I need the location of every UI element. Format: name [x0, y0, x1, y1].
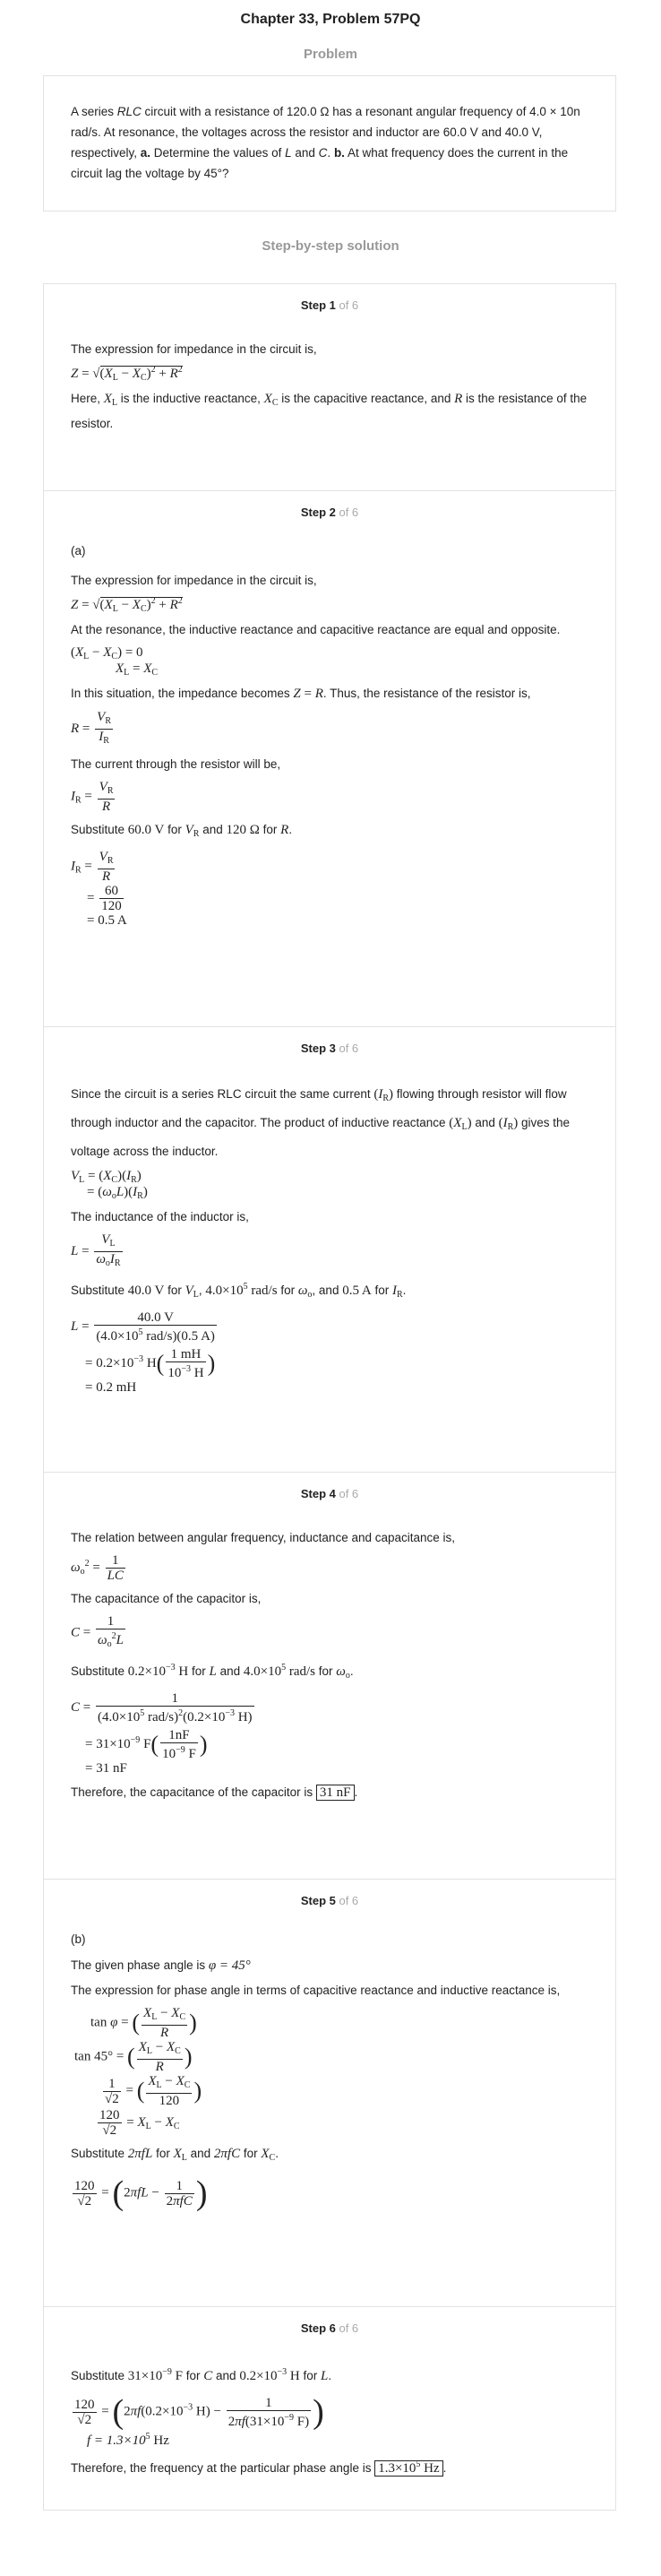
- step-text: Substitute $31\times 10^{-9}$ F for C and $0.2\times 10^{-3}$ H for L.: [71, 2367, 332, 2383]
- step-text: The given phase angle is φ = 45°: [71, 1958, 251, 1973]
- problem-card: [43, 75, 616, 212]
- current-equation: $I_R$ = $\frac{V_R}{R}$: [71, 780, 114, 814]
- part-label: (a): [71, 544, 86, 558]
- step-text: Therefore, the capacitance of the capacitor is 31 nF .: [71, 1785, 358, 1800]
- voltage-equation: $V_L = (X_C)(I_R)$ = $(\omega_oL)(I_R)$: [71, 1169, 148, 1201]
- capacitance-equation: C = $\frac{1}{\omega_o^2L}$: [71, 1614, 588, 1652]
- step-text: Therefore, the frequency at the particular phase angle is $1.3\times 10^5$ Hz .: [71, 2459, 447, 2476]
- problem-text: A series RLC circuit with a resistance of 120.0 Ω has a resonant angular frequency of 4.0 × 10n rad/s. At resonance, the voltages across the resistor and inductor are 60.0 V and 40.0 V, respectively, a. Determine the values of L and C. b. At what frequency does the current in the circuit lag the voltage by 45°?: [71, 105, 580, 180]
- step-header: Step 2 of 6: [300, 506, 359, 519]
- step-1: [43, 283, 616, 491]
- answer-box: 31 nF: [316, 1785, 355, 1801]
- step-3: [43, 1026, 616, 1473]
- step-text: At the resonance, the inductive reactance and capacitive reactance are equal and opposite.: [71, 623, 561, 636]
- step-text: The relation between angular frequency, inductance and capacitance is,: [71, 1531, 456, 1544]
- current-calculation: $I_R$ = $\frac{V_R}{R}$ = $\frac{60}{120}$ = 0.5 A: [71, 850, 127, 928]
- step-text: In this situation, the impedance becomes Z = R. Thus, the resistance of the resistor is,: [71, 687, 531, 701]
- solution-heading: Step-by-step solution: [262, 238, 399, 254]
- step-header: Step 3 of 6: [300, 1042, 359, 1055]
- step-6: [43, 2306, 616, 2511]
- resonance-equation: $(X_L - X_C) = 0$ $X_L = X_C$: [71, 645, 159, 678]
- step-text: Here, $X_L$ is the inductive reactance, $X_C$ is the capacitive reactance, and R is the resistance of the resistor.: [71, 392, 588, 430]
- part-label: (b): [71, 1932, 86, 1946]
- impedance-equation: $Z = √(X_L - X_C)^2 + R^2$: [71, 365, 183, 383]
- step-text: Substitute 2πfL for $X_L$ and 2πfC for $X_C$.: [71, 2147, 279, 2163]
- step-header: Step 5 of 6: [300, 1894, 359, 1907]
- problem-heading: Problem: [303, 47, 357, 62]
- step-text: The capacitance of the capacitor is,: [71, 1592, 262, 1605]
- step-2: [43, 490, 616, 1027]
- answer-box: $1.3\times 10^5$ Hz: [374, 2460, 442, 2477]
- frequency-equation: $\frac{120}{√2}$ = (2πfL − $\frac{1}{\text{2πfC}}$ ): [74, 2174, 208, 2212]
- step-text: Since the circuit is a series RLC circuit the same current $(I_R)$ flowing through resistor will flow through inductor and the capacitor. The product of inductive reactance $(X_L)$ and $(I_R)$ gives the voltage across the inductor.: [71, 1087, 571, 1158]
- capacitance-calculation: C = $\frac{1}{(4.0\times 10^5 rad/s)^2(0.2\times 10^{-3} H)}$ = $31\times 10^{-9}$ F( $\frac{1nF}{10^{-9} F}$ ) = 31 nF: [71, 1691, 253, 1776]
- step-text: The current through the resistor will be,: [71, 757, 281, 771]
- step-header: Step 6 of 6: [300, 2321, 359, 2335]
- step-text: Substitute 40.0 V for $V_L$, $4.0\times 10^5$ rad/s for $\omega_o$, and 0.5 A for $I_R$.: [71, 1282, 407, 1300]
- step-header: Step 1 of 6: [300, 298, 359, 312]
- step-5: [43, 1879, 616, 2307]
- step-4: [43, 1472, 616, 1880]
- impedance-equation: $Z = √(X_L - X_C)^2 + R^2$: [71, 596, 183, 614]
- frequency-calculation: $\frac{120}{√2}$ = ($2\pi f(0.2\times 10^{-3}$ H) − $\frac{1}{2\pi f(31\times 10^{-9} F)}$ ) $f = 1.3\times 10^5$ Hz: [74, 2393, 324, 2448]
- resistance-equation: R = $\frac{V_R}{I_R}$: [71, 710, 588, 748]
- inductance-calculation: L = $\frac{40.0 V}{(4.0\times 10^5 rad/s)(0.5 A)}$ = $0.2\times 10^{-3}$ H( $\frac{1 mH}{10^{-3} H}$ ) = 0.2 mH: [71, 1310, 216, 1395]
- step-text: The expression for phase angle in terms of capacitive reactance and inductive reactance is,: [71, 1984, 561, 1997]
- step-text: Substitute $0.2\times 10^{-3}$ H for L and $4.0\times 10^5$ rad/s for $\omega_o$.: [71, 1663, 354, 1681]
- inductance-equation: L = $\frac{V_L}{\omega_oI_R}$: [71, 1232, 588, 1271]
- step-text: The inductance of the inductor is,: [71, 1210, 249, 1223]
- step-text: The expression for impedance in the circuit is,: [71, 342, 317, 356]
- step-header: Step 4 of 6: [300, 1487, 359, 1500]
- page-title: Chapter 33, Problem 57PQ: [240, 12, 421, 27]
- frequency-relation: $\omega_o^2$ = $\frac{1}{LC}$: [71, 1553, 124, 1583]
- phase-angle-derivation: tan φ = ( $\frac{X_L - X_C}{R}$ ) tan 45° = ( $\frac{X_L - X_C}{R}$ ) $\frac{1}{√2}$ = ( $\frac{X_L - X_C}{120}$ ) $\frac{120}{√2}$ = $X_L - X_C$: [74, 2006, 202, 2138]
- step-text: Substitute 60.0 V for $V_R$ and 120 Ω for R.: [71, 823, 293, 839]
- step-text: The expression for impedance in the circuit is,: [71, 574, 317, 587]
